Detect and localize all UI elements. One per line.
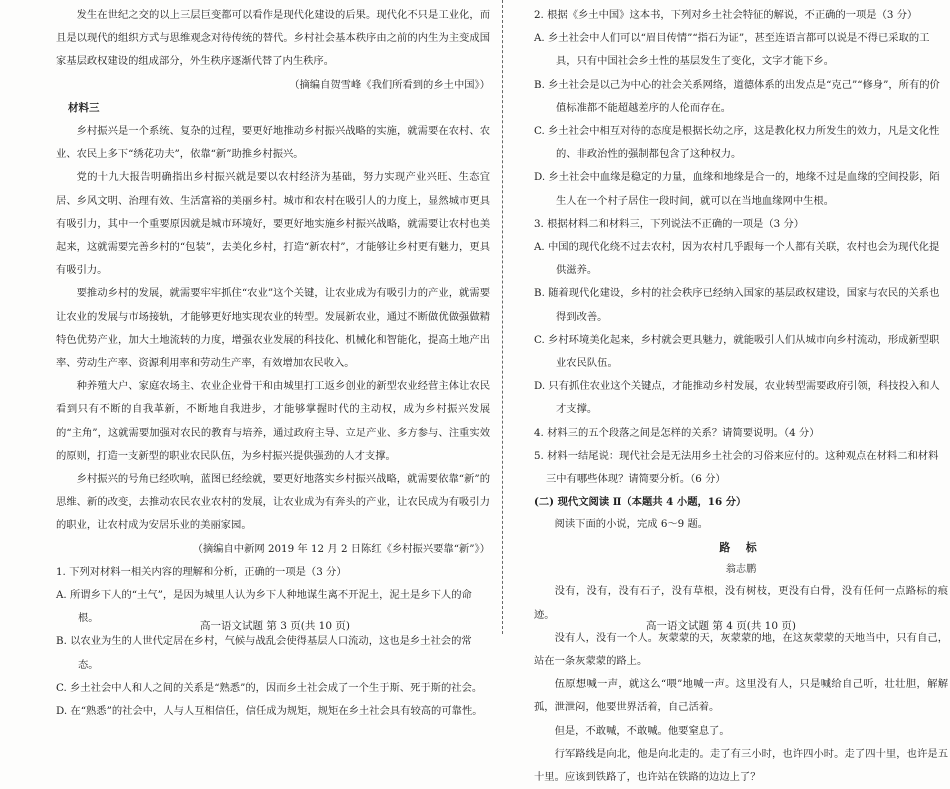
page-divider [502,0,503,634]
question-3-stem: 3. 根据材料二和材料三，下列说法不正确的一项是（3 分） [534,217,805,230]
material-paragraph: 乡村振兴是一个系统、复杂的过程，要更好地推动乡村振兴战略的实施，就需要在农村、农业、农民上多下“绣花功夫”，依靠“新”助推乡村振兴。 [56,125,490,161]
source-citation-1: （摘编自贺雪峰《我们所看到的乡土中国》） [289,78,490,91]
question-2-option-b: B. 乡土社会是以己为中心的社会关系网络，道德体系的出发点是“克己”“修身”，所有的价值标准都不能超越差序的人伦而存在。 [534,78,940,114]
story-paragraph: 没有，没有，没有石子，没有草根，没有树枝，更没有白骨，没有任何一点路标的痕迹。 [534,585,948,621]
question-1-option-c: C. 乡土社会中人和人之间的关系是“熟悉”的，因而乡土社会成了一个生于斯、死于斯的社会。 [56,681,483,694]
right-page [512,0,950,784]
right-column [534,4,948,789]
section-heading: (二) 现代文阅读 Ⅱ（本题共 4 小题，16 分） [534,496,747,509]
question-5: 5. 材料一结尾说：现代社会是无法用乡土社会的习俗来应付的。这种观点在材料二和材料三中有哪些体现？请简要分析。（6 分） [534,449,939,486]
story-title: 路 标 [719,541,763,555]
question-1-stem: 1. 下列对材料一相关内容的理解和分析，正确的一项是（3 分） [56,565,347,578]
material-paragraph: 乡村振兴的号角已经吹响，蓝图已经绘就，要更好地落实乡村振兴战略，就需要依靠“新”的思维、新的改变，去推动农民农业农村的发展，让农业成为有奔头的产业，让农民成为有吸引力的职业，让农村成为安居乐业的美丽家园。 [56,473,490,532]
material-paragraph: 要推动乡村的发展，就需要牢牢抓住“农业”这个关键，让农业成为有吸引力的产业，就需要让农业的发展与市场接轨，才能够更好地实现农业的转型。发展新农业，通过不断做优做强做精特色优势产业，加大土地流转的力度，增强农业发展的科技化、机械化和智能化，提高土地产出率、劳动生产率、资源利用率和劳动生产率，有效增加农民收入。 [56,287,490,370]
question-2-option-d: D. 乡土社会中血缘是稳定的力量，血缘和地缘是合一的，地缘不过是血缘的空间投影，陌生人在一个村子居住一段时间，就可以在当地血缘网中生根。 [534,171,940,207]
page-footer-right: 高一语文试题 第 4 页(共 10 页) [646,620,796,632]
page-footer-left: 高一语文试题 第 3 页(共 10 页) [200,620,350,632]
source-citation-2: （摘编自中新网 2019 年 12 月 2 日陈红《乡村振兴要靠“新”》） [192,542,490,555]
question-4: 4. 材料三的五个段落之间是怎样的关系？请简要说明。（4 分） [534,426,820,439]
story-author: 翁志鹏 [725,564,757,576]
material-three-heading: 材料三 [68,101,100,114]
story-paragraph: 没有人，没有一个人。灰蒙蒙的天，灰蒙蒙的地，在这灰蒙蒙的天地当中，只有自己，站在一条灰蒙蒙的路上。 [534,631,948,668]
left-page [0,0,498,718]
question-3-option-a: A. 中国的现代化绕不过去农村，因为农村几乎跟每一个人都有关联，农村也会为现代化提供滋养。 [534,241,940,277]
question-3-option-d: D. 只有抓住农业这个关键点，才能推动乡村发展，农业转型需要政府引领，科技投入和人才支撑。 [534,380,940,416]
question-1-option-d: D. 在“熟悉”的社会中，人与人互相信任，信任成为规矩，规矩在乡土社会具有较高的可靠性。 [56,705,483,718]
intro-paragraph: 发生在世纪之交的以上三层巨变都可以看作是现代化建设的后果。现代化不只是工业化，而且是以现代的组织方式与思维观念对待传统的替代。乡村社会基本秩序由之前的内生为主变成国家基层政权建设的组成部分，外生秩序逐渐代替了内生秩序。 [56,9,490,68]
story-paragraph: 但是，不敢喊，不敢喊。他要窒息了。 [554,724,730,737]
question-1-option-a: A. 所谓乡下人的“土气”，是因为城里人认为乡下人种地谋生离不开泥土，泥土是乡下人的命根。 [56,589,472,625]
story-paragraph: 行军路线是向北，他是向北走的。走了有三小时，也许四小时。走了四十里，也许是五十里。应该到铁路了，也许站在铁路的边边上了？ [534,747,948,784]
left-column [56,4,490,723]
question-2-option-c: C. 乡土社会中相互对待的态度是根据长幼之序，这是教化权力所发生的效力，凡是文化性的、非政治性的强制都包含了这种权力。 [534,125,940,161]
question-3-option-b: B. 随着现代化建设，乡村的社会秩序已经纳入国家的基层政权建设，国家与农民的关系也得到改善。 [534,287,940,323]
question-1-option-b: B. 以农业为生的人世代定居在乡村，气候与战乱会使得基层人口流动，这也是乡土社会的常态。 [56,635,472,671]
question-2-option-a: A. 乡土社会中人们可以“眉目传情”“指石为证”，甚至连语言都可以说是不得已采取的工具，只有中国社会乡土性的基层发生了变化，文字才能下乡。 [534,32,930,68]
reading-instruction: 阅读下面的小说，完成 6～9 题。 [554,518,709,531]
question-2-stem: 2. 根据《乡土中国》这本书，下列对乡土社会特征的解说，不正确的一项是（3 分） [534,9,918,21]
material-paragraph: 种养殖大户、家庭农场主、农业企业骨干和由城里打工返乡创业的新型农业经营主体让农民看到只有不断的自我革新，不断地自我进步，才能够掌握时代的主动权，成为乡村振兴发展的“主角”，这就需要加强对农民的教育与培养，通过政府主导、立足产业、多方参与、注重实效的原则，打造一支新型的职业农民队伍，为乡村振兴提供强劲的人才支撑。 [56,380,490,462]
story-paragraph: 伍原想喊一声，就这么“喂”地喊一声。这里没有人，只是喊给自己听，壮壮胆，解解孤，泄泄闷，他要世界活着，自己活着。 [534,678,948,714]
question-3-option-c: C. 乡村环境美化起来，乡村就会更具魅力，就能吸引人们从城市向乡村流动，形成新型职业农民队伍。 [534,333,940,370]
material-paragraph: 党的十九大报告明确指出乡村振兴就是要以农村经济为基础，努力实现产业兴旺、生态宜居、乡风文明、治理有效、生活富裕的美丽乡村。城市和农村在吸引人的力度上，显然城市更具有吸引力，其中一个重要原因就是城市环境好，要更好地实施乡村振兴战略，就需要让农村也美起来，这就需要完善乡村的“包装”，去美化乡村，打造“新农村”，才能够让乡村更有魅力，更具有吸引力。 [56,171,490,277]
